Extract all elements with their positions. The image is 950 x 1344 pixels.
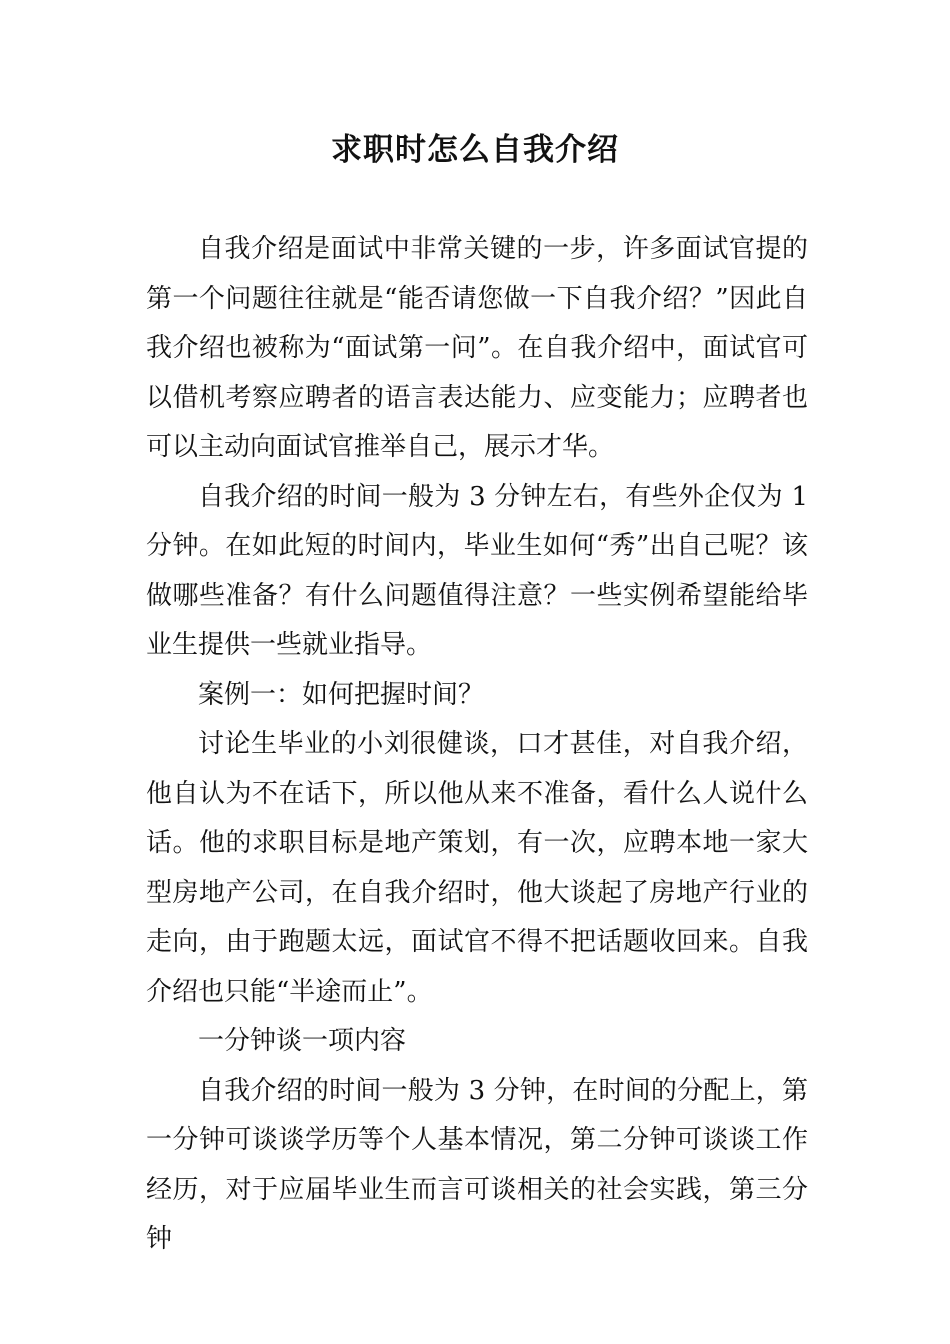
case-heading: 案例一：如何把握时间？ <box>198 679 485 710</box>
paragraph-time: 自我介绍的时间一般为 3 分钟左右，有些外企仅为 1 分钟。在如此短的时间内，毕业生如何“秀”出自己呢？该做哪些准备？有什么问题值得注意？一些实例希望能给毕业生提供一些就业指导。 <box>146 481 808 660</box>
paragraph-time-allocation: 自我介绍的时间一般为 3 分钟，在时间的分配上，第一分钟可谈谈学历等个人基本情况，第二分钟可谈谈工作经历，对于应届毕业生而言可谈相关的社会实践，第三分钟 <box>146 1075 808 1254</box>
paragraph-case-one: 讨论生毕业的小刘很健谈，口才甚佳，对自我介绍，他自认为不在话下，所以他从来不准备，看什么人说什么话。他的求职目标是地产策划，有一次，应聘本地一家大型房地产公司，在自我介绍时，他大谈起了房地产行业的走向，由于跑题太远，面试官不得不把话题收回来。自我介绍也只能“半途而止”。 <box>146 729 808 1007</box>
document-body <box>146 225 808 1265</box>
document-title: 求职时怎么自我介绍 <box>331 132 619 168</box>
section-heading: 一分钟谈一项内容 <box>198 1026 407 1056</box>
paragraph-intro: 自我介绍是面试中非常关键的一步，许多面试官提的第一个问题往往就是“能否请您做一下自我介绍？”因此自我介绍也被称为“面试第一问”。在自我介绍中，面试官可以借机考察应聘者的语言表达能力、应变能力；应聘者也可以主动向面试官推举自己，展示才华。 <box>146 234 808 462</box>
